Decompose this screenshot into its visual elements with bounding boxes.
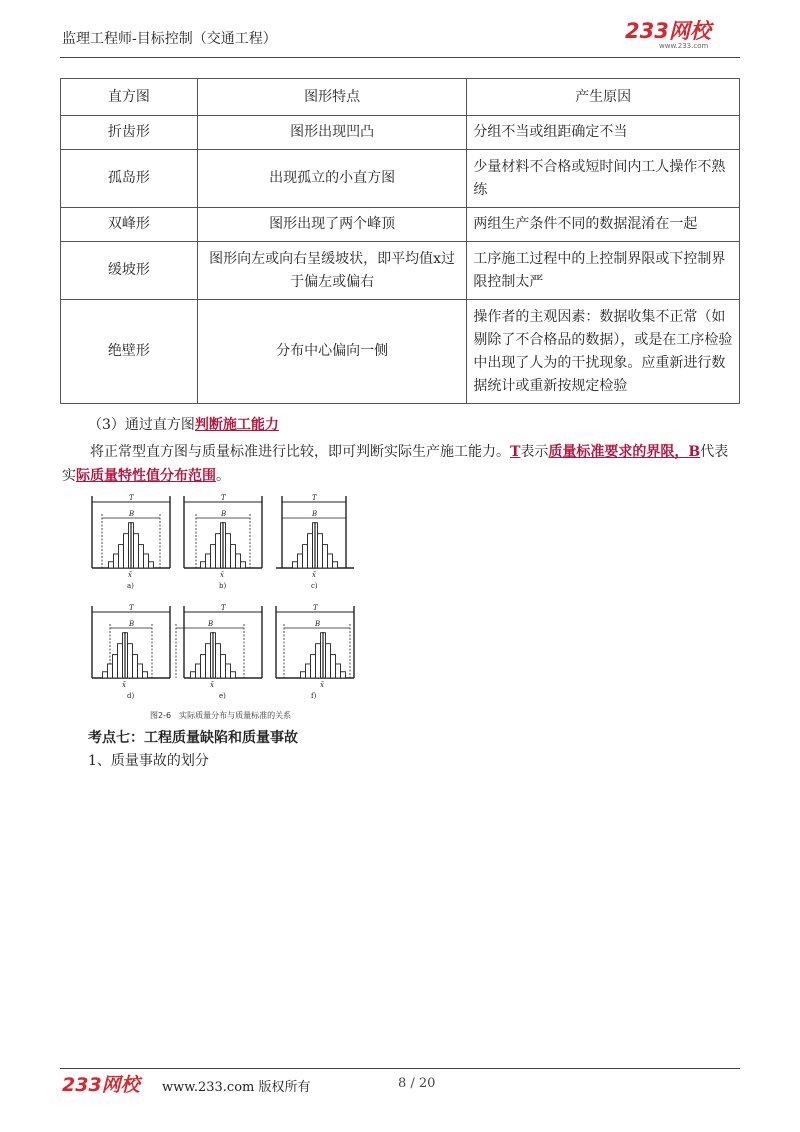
mean-label: x̄ xyxy=(122,681,126,689)
table-cell: 双峰形 xyxy=(61,208,198,242)
table-row xyxy=(61,300,740,404)
histogram-bar xyxy=(114,554,119,568)
histogram-bar xyxy=(298,554,303,568)
table-row xyxy=(61,242,740,300)
table-cell: 分组不当或组距确定不当 xyxy=(467,116,740,150)
table-cell: 折齿形 xyxy=(61,116,198,150)
mean-label: x̄ xyxy=(128,571,132,579)
brand-logo xyxy=(625,18,740,50)
table-cell: 图形向左或向右呈缓坡状，即平均值x过于偏左或偏右 xyxy=(197,242,467,300)
page-number: 8 / 20 xyxy=(398,1076,436,1091)
col-header-cause: 产生原因 xyxy=(467,79,740,116)
panel-label: a) xyxy=(127,582,134,590)
mean-label: x̄ xyxy=(220,571,224,579)
t-label: T xyxy=(221,494,226,502)
panel-label: e) xyxy=(219,692,226,700)
b-label: B xyxy=(315,620,321,628)
paragraph-text-2: 表示 xyxy=(520,444,549,460)
t-label: T xyxy=(129,604,134,612)
paragraph-highlight-1: 质量标准要求的界限， xyxy=(548,444,689,460)
point-7-item-1: 1、质量事故的划分 xyxy=(88,753,209,769)
histogram-bar xyxy=(336,664,341,678)
histogram-bar xyxy=(316,644,321,678)
histogram-bar xyxy=(306,664,311,678)
histogram-bar xyxy=(201,562,206,568)
paragraph-highlight-2: 际质量特性值分布范围 xyxy=(76,468,216,484)
histogram-bar xyxy=(196,664,201,678)
histogram-bar xyxy=(293,562,298,568)
b-label: B xyxy=(312,510,318,518)
t-label: T xyxy=(510,444,521,460)
mean-label: x̄ xyxy=(320,681,324,689)
histogram-bar xyxy=(311,655,316,678)
histogram-bar xyxy=(103,672,108,678)
histogram-bar xyxy=(124,534,129,568)
mean-label: x̄ xyxy=(312,571,316,579)
paragraph-text-3: 代表实 xyxy=(62,444,729,484)
histogram-bar xyxy=(231,545,236,568)
section-3-prefix: （3）通过直方图 xyxy=(88,417,195,433)
table-row xyxy=(61,208,740,242)
t-label: T xyxy=(312,494,317,502)
histogram-bar xyxy=(318,534,323,568)
table-cell: 操作者的主观因素：数据收集不正常（如剔除了不合格品的数据），或是在工序检验中出现了人为的干扰现象。应重新进行数据统计或重新按规定检验 xyxy=(467,300,740,404)
col-header-feature: 图形特点 xyxy=(197,79,467,116)
brand-logo-sub: www.233.com xyxy=(659,42,709,50)
histogram-bar xyxy=(333,562,338,568)
histogram-bar xyxy=(308,534,313,568)
section-3-heading xyxy=(88,413,279,437)
mean-label: x̄ xyxy=(210,681,214,689)
paragraph-text-1: 将正常型直方图与质量标准进行比较，即可判断实际生产施工能力。 xyxy=(90,444,510,460)
histogram-bar xyxy=(149,562,154,568)
histogram-bar xyxy=(206,554,211,568)
histogram-bar xyxy=(118,644,123,678)
histogram-types-table xyxy=(60,78,740,404)
histogram-bar xyxy=(191,672,196,678)
histogram-bar xyxy=(133,655,138,678)
histogram-bar xyxy=(236,554,241,568)
table-cell: 出现孤立的小直方图 xyxy=(197,150,467,208)
table-cell: 绝壁形 xyxy=(61,300,198,404)
table-row xyxy=(61,150,740,208)
histogram-bar xyxy=(328,554,333,568)
b-label: B xyxy=(129,510,135,518)
table-cell: 分布中心偏向一侧 xyxy=(197,300,467,404)
footer-divider xyxy=(60,1068,740,1069)
t-label: T xyxy=(129,494,134,502)
t-label: T xyxy=(221,604,226,612)
header-divider xyxy=(60,57,740,58)
histogram-bar xyxy=(128,644,133,678)
footer-logo-text: 233网校 xyxy=(62,1074,140,1096)
histogram-bar xyxy=(143,672,148,678)
section-3-highlight: 判断施工能力 xyxy=(194,417,279,433)
histogram-bar xyxy=(331,655,336,678)
histogram-bar xyxy=(303,545,308,568)
table-cell: 孤岛形 xyxy=(61,150,198,208)
table-cell: 少量材料不合格或短时间内工人操作不熟练 xyxy=(467,150,740,208)
figure-2-6-histograms xyxy=(88,490,363,722)
histogram-bar xyxy=(211,545,216,568)
panel-label: b) xyxy=(219,582,227,590)
table-header-row xyxy=(61,79,740,116)
histogram-bar xyxy=(341,672,346,678)
panel-label: d) xyxy=(127,692,135,700)
histogram-bar xyxy=(216,534,221,568)
histogram-bar xyxy=(323,545,328,568)
histogram-bar xyxy=(108,664,113,678)
table-cell: 两组生产条件不同的数据混淆在一起 xyxy=(467,208,740,242)
histogram-bar xyxy=(241,562,246,568)
table-cell: 工序施工过程中的上控制界限或下控制界限控制太严 xyxy=(467,242,740,300)
paragraph-text-4: 。 xyxy=(216,468,230,484)
table-cell: 缓坡形 xyxy=(61,242,198,300)
histogram-bar xyxy=(216,644,221,678)
table-row xyxy=(61,116,740,150)
brand-logo-text: 233网校 xyxy=(625,19,711,43)
footer-copyright: www.233.com 版权所有 xyxy=(162,1080,311,1095)
b-label: B xyxy=(688,444,701,460)
footer-brand-logo xyxy=(62,1072,157,1096)
histogram-bar xyxy=(139,545,144,568)
figure-caption: 图2-6 实际质量分布与质量标准的关系 xyxy=(150,711,292,720)
histogram-bar xyxy=(109,562,114,568)
histogram-bar xyxy=(226,534,231,568)
b-label: B xyxy=(129,620,135,628)
comparison-paragraph xyxy=(62,440,738,488)
histogram-bar xyxy=(113,655,118,678)
histogram-bar xyxy=(119,545,124,568)
col-header-histogram: 直方图 xyxy=(61,79,198,116)
histogram-bar xyxy=(326,644,331,678)
histogram-bar xyxy=(231,672,236,678)
histogram-bar xyxy=(201,655,206,678)
point-7-title: 考点七：工程质量缺陷和质量事故 xyxy=(88,730,298,746)
panel-label: f) xyxy=(311,692,317,700)
header-title: 监理工程师-目标控制（交通工程） xyxy=(62,31,277,47)
histogram-bar xyxy=(144,554,149,568)
table-cell: 图形出现了两个峰顶 xyxy=(197,208,467,242)
histogram-bar xyxy=(138,664,143,678)
histogram-bar xyxy=(206,644,211,678)
b-label: B xyxy=(208,620,214,628)
b-label: B xyxy=(221,510,227,518)
histogram-bar xyxy=(221,655,226,678)
table-cell: 图形出现凹凸 xyxy=(197,116,467,150)
histogram-bar xyxy=(226,664,231,678)
panel-label: c) xyxy=(311,582,318,590)
t-label: T xyxy=(313,604,318,612)
histogram-bar xyxy=(301,672,306,678)
histogram-bar xyxy=(134,534,139,568)
